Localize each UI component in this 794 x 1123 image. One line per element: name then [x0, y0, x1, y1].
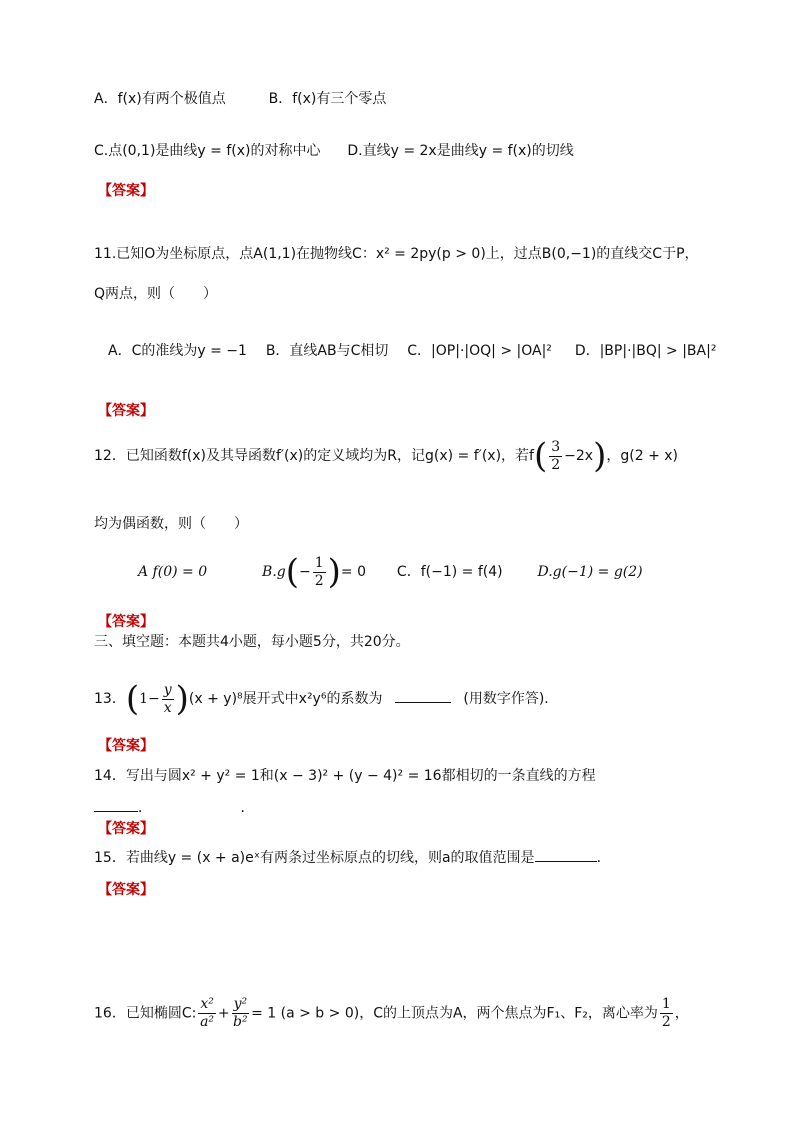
q15-text: 15．若曲线y = (x + a)eˣ有两条过坐标原点的切线，则a的取值范围是 [94, 850, 535, 866]
q12-option-d: D.g(−1) = g(2) [537, 564, 643, 580]
q12-stem-c: ，g(2 + x) [606, 448, 678, 464]
q13-frac-num: y [163, 681, 172, 698]
q13-text-b: (用数字作答)． [463, 691, 559, 707]
q13-stem: 13．(1− $\frac{y}{x}$ )(x + y)⁸展开式中x²y⁶的系数为 (用数字作答)． [94, 679, 559, 719]
q10-option-b: B．f(x)有三个零点 [268, 91, 387, 107]
q12-optb-frac-den: 2 [314, 572, 324, 589]
q16-frac-x [198, 996, 216, 1031]
q12-stem-line2: 均为偶函数，则（ ） [94, 516, 248, 532]
q11-answer-label: 【答案】 [98, 403, 154, 419]
q11-stem-line1: 11.已知O为坐标原点，点A(1,1)在抛物线C：x² = 2py(p > 0)上，过点B(0,−1)的直线交C于P， [94, 246, 699, 262]
q11-option-b: B．直线AB与C相切 [265, 343, 389, 359]
q16-mid: = 1 (a > b > 0)，C的上顶点为A，两个焦点为F₁、F₂，离心率为 [251, 1005, 658, 1022]
q16-frac-y [232, 996, 250, 1031]
q10-option-a: A．f(x)有两个极值点 [94, 91, 226, 107]
q12-stem-b: −2x [564, 448, 594, 464]
q10-option-c: C.点(0,1)是曲线y = f(x)的对称中心 [94, 143, 321, 159]
q13-text-a: (x + y)⁸展开式中x²y⁶的系数为 [188, 691, 383, 707]
q16-frac-e [660, 996, 673, 1031]
q12-options: A f(0) = 0 B.g(− $\frac{1}{2}$ )= 0 C．f(−1) = f(4) D.g(−1) = g(2) [138, 552, 643, 592]
q12-option-b-a: B.g [262, 564, 286, 580]
q11-options [108, 340, 716, 360]
q13-answer-label: 【答案】 [98, 738, 154, 754]
q15-answer-label: 【答案】 [98, 882, 154, 898]
q11-option-a: A．C的准线为y = −1 [108, 343, 247, 359]
q16-frac-x-den: a² [200, 1014, 215, 1030]
q10-option-d: D.直线y = 2x是曲线y = f(x)的切线 [347, 143, 574, 159]
q16-frac-e-num: 1 [661, 996, 671, 1012]
q16-pre: 16．已知椭圆C: [94, 1005, 197, 1022]
q13-answer-blank[interactable] [395, 701, 451, 703]
q14-blank-line [94, 797, 254, 817]
q10-options-ab [94, 88, 386, 108]
q16-end: ， [674, 1005, 689, 1022]
q13-frac-den: x [163, 699, 172, 716]
q13-number: 13． [94, 691, 126, 707]
q12-answer-label: 【答案】 [98, 614, 154, 630]
q12-fraction [549, 439, 562, 474]
q11-stem-line2: Q两点，则（ ） [94, 286, 218, 302]
q14-dot: ． [240, 800, 255, 816]
q11-option-d: D．|BP|·|BQ| > |BA|² [574, 343, 717, 359]
q10-answer-label: 【答案】 [98, 183, 154, 199]
q11-option-c: C．|OP|·|OQ| > |OA|² [407, 343, 552, 359]
q13-fraction [162, 682, 174, 717]
q10-options-cd [94, 140, 574, 160]
q12-option-c: C．f(−1) = f(4) [396, 564, 503, 580]
q16-frac-y-num: y² [233, 996, 248, 1012]
q12-frac-num: 3 [551, 438, 561, 455]
q12-option-a: A f(0) = 0 [138, 564, 208, 580]
section3-heading: 三、填空题：本题共4小题，每小题5分，共20分。 [94, 634, 410, 650]
q12-stem-a: 12．已知函数f(x)及其导函数f′(x)的定义域均为R，记g(x) = f′(x)，若f [94, 448, 534, 464]
q15-answer-blank[interactable] [535, 860, 597, 862]
q14-end: ． [138, 800, 152, 816]
q15-stem [94, 847, 611, 867]
q14-answer-blank[interactable] [94, 810, 138, 812]
q14-answer-label: 【答案】 [98, 821, 154, 837]
q14-stem: 14．写出与圆x² + y² = 1和(x − 3)² + (y − 4)² = 16都相切的一条直线的方程 [94, 768, 596, 784]
q12-option-b-b: = 0 [340, 564, 367, 580]
q16-frac-e-den: 2 [661, 1014, 671, 1030]
q16-frac-y-den: b² [233, 1014, 248, 1030]
q16-frac-x-num: x² [200, 996, 214, 1012]
q12-optb-frac-num: 1 [314, 554, 324, 571]
q12-frac-den: 2 [551, 456, 561, 473]
q16-stem [94, 996, 689, 1031]
q12-optb-fraction [313, 555, 326, 590]
q16-plus: + [217, 1005, 230, 1022]
q12-stem-line1: 12．已知函数f(x)及其导函数f′(x)的定义域均为R，记g(x) = f′(x)，若f( $\frac{3}{2}$ −2x)，g(2 + x) [94, 436, 678, 476]
q15-end: ． [596, 850, 611, 866]
